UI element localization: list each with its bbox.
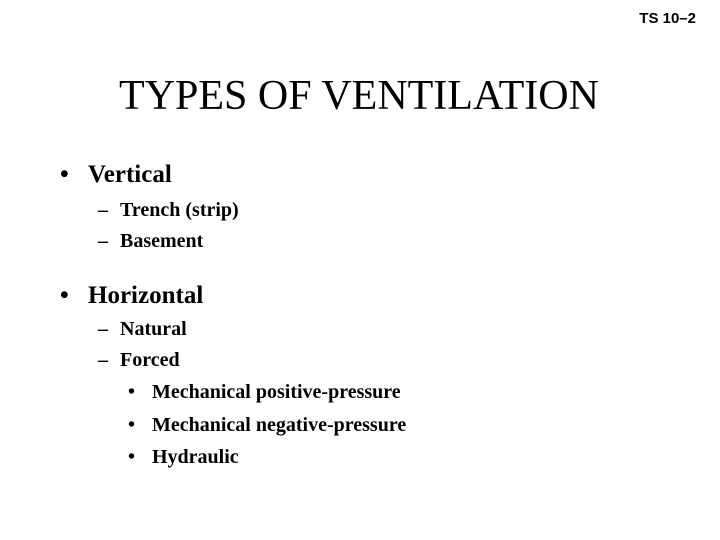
sub-sub-item-label: Hydraulic [152, 446, 239, 468]
sub-sub-item-hydraulic [128, 444, 239, 470]
slide-title-text: TYPES OF VENTILATION [119, 73, 599, 119]
bullet-icon: • [128, 381, 136, 403]
bullet-label: Vertical [88, 161, 172, 188]
sub-sub-item-label: Mechanical negative-pressure [152, 414, 407, 436]
bullet-label: Horizontal [88, 282, 204, 309]
dash-icon: – [98, 199, 108, 221]
sub-item-basement [98, 228, 203, 254]
sub-item-label: Trench (strip) [120, 199, 239, 221]
slide-title [0, 70, 720, 122]
sub-item-trench [98, 197, 239, 223]
bullet-item-vertical [60, 160, 172, 190]
sub-item-label: Forced [120, 349, 180, 371]
bullet-icon: • [60, 282, 69, 309]
bullet-item-horizontal [60, 281, 203, 311]
slide-number: TS 10–2 [639, 10, 696, 27]
dash-icon: – [98, 318, 108, 340]
sub-sub-item-negative-pressure [128, 412, 406, 438]
dash-icon: – [98, 230, 108, 252]
sub-sub-item-positive-pressure [128, 379, 401, 405]
sub-item-label: Basement [120, 230, 204, 252]
sub-item-forced [98, 347, 180, 373]
bullet-icon: • [128, 414, 136, 436]
dash-icon: – [98, 349, 108, 371]
sub-sub-item-label: Mechanical positive-pressure [152, 381, 401, 403]
sub-item-label: Natural [120, 318, 187, 340]
bullet-icon: • [60, 161, 69, 188]
sub-item-natural [98, 316, 187, 342]
bullet-icon: • [128, 446, 136, 468]
